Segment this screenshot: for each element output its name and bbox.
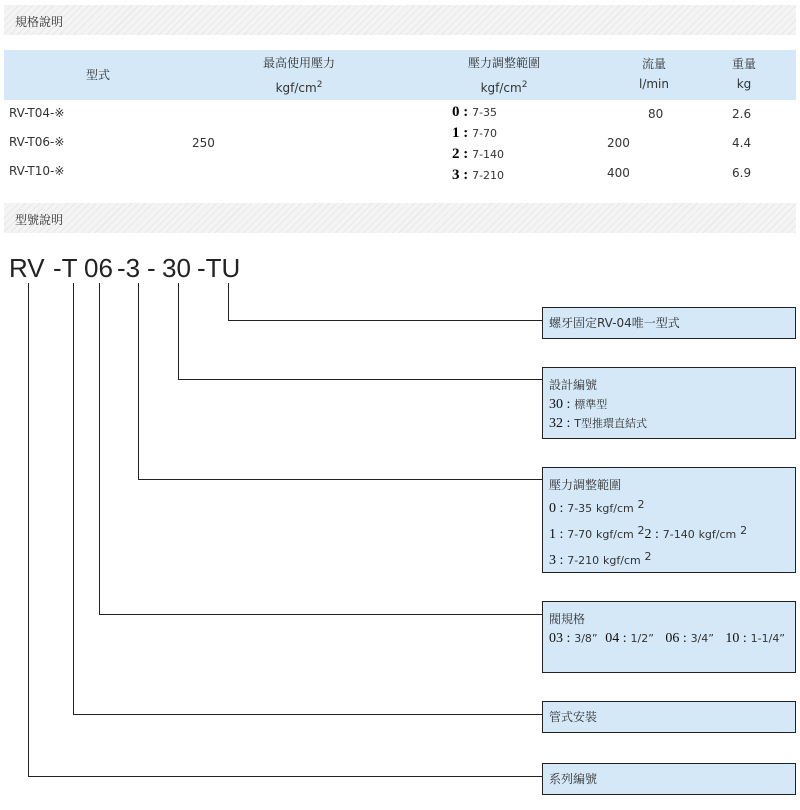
flow-cell: 400: [607, 166, 630, 180]
box-mounting-title: 管式安裝: [549, 710, 598, 724]
header-max-pressure: 最高使用壓力 kgf/$cm^2$: [224, 52, 374, 99]
header-weight: 重量 kg: [731, 57, 756, 91]
box-series: [542, 763, 796, 795]
flow-cell: 80: [648, 107, 664, 121]
box-valve-size-title: 閥規格: [549, 612, 586, 626]
range-cell: 3 : 7-210: [452, 167, 505, 183]
leader-line-tu: [229, 283, 543, 321]
box-design: [542, 367, 796, 439]
range-cell: 1 : 7-70: [452, 125, 498, 141]
leader-line-pressure: [139, 283, 543, 480]
code-design: 30: [162, 253, 191, 283]
leader-line-series: [29, 283, 543, 777]
box-tu-title: 螺牙固定RV-04唯一型式: [549, 316, 680, 330]
box-pressure-title: 壓力調整範圍: [549, 478, 622, 492]
code-pressure: -3: [117, 253, 141, 283]
header-range-unit: kgf/$cm^2$: [480, 80, 528, 95]
header-model: 型式: [85, 68, 110, 82]
range-cell: 0 : 7-35: [452, 104, 498, 120]
pressure-item: 3 : 7-210 kgf/cm $^2$: [549, 550, 652, 568]
code-mounting: -T: [53, 253, 78, 283]
header-flow: 流量 l/min: [638, 57, 669, 91]
valve-size-items: 03 : 3/8” 04 : 1/2” 06 : 3/4” 10 : 1-1/4”: [549, 631, 786, 646]
box-series-title: 系列編號: [549, 772, 598, 786]
leader-line-design: [179, 283, 543, 380]
code-series: RV: [9, 253, 45, 283]
pressure-item: 0 : 7-35 kgf/cm $^2$: [549, 498, 645, 516]
design-item: 30 : 標準型: [549, 397, 608, 412]
header-max-pressure-unit: kgf/$cm^2$: [275, 80, 323, 95]
box-pressure: [542, 467, 796, 573]
box-mounting: [542, 701, 796, 733]
code-tu: -TU: [197, 253, 241, 283]
pressure-item: 1 : 7-70 kgf/cm $^2$2 : 7-140 kgf/cm $^2$: [549, 524, 748, 542]
box-design-title: 設計編號: [549, 378, 598, 392]
model-cell: RV-T06-※: [9, 135, 65, 149]
design-item: 32 : T型推環直結式: [549, 416, 647, 431]
code-separator: -: [147, 253, 156, 283]
code-valve-size: 06: [84, 253, 113, 283]
leader-line-mounting: [74, 283, 543, 715]
model-cell: RV-T10-※: [9, 164, 65, 178]
weight-cell: 2.6: [732, 107, 752, 121]
range-cell: 2 : 7-140: [452, 146, 505, 162]
spec-section-title: 規格說明: [15, 15, 64, 29]
weight-cell: 6.9: [732, 166, 752, 180]
model-cell: RV-T04-※: [9, 106, 65, 120]
box-valve-size: [542, 601, 796, 673]
header-range: 壓力調整範圍 kgf/$cm^2$: [419, 52, 589, 99]
flow-cell: 200: [607, 136, 630, 150]
leader-line-valve-size: [100, 283, 543, 615]
box-tu: [542, 307, 796, 339]
max-pressure-cell: 250: [192, 136, 215, 150]
model-section-title: 型號說明: [15, 213, 64, 227]
weight-cell: 4.4: [732, 136, 752, 150]
